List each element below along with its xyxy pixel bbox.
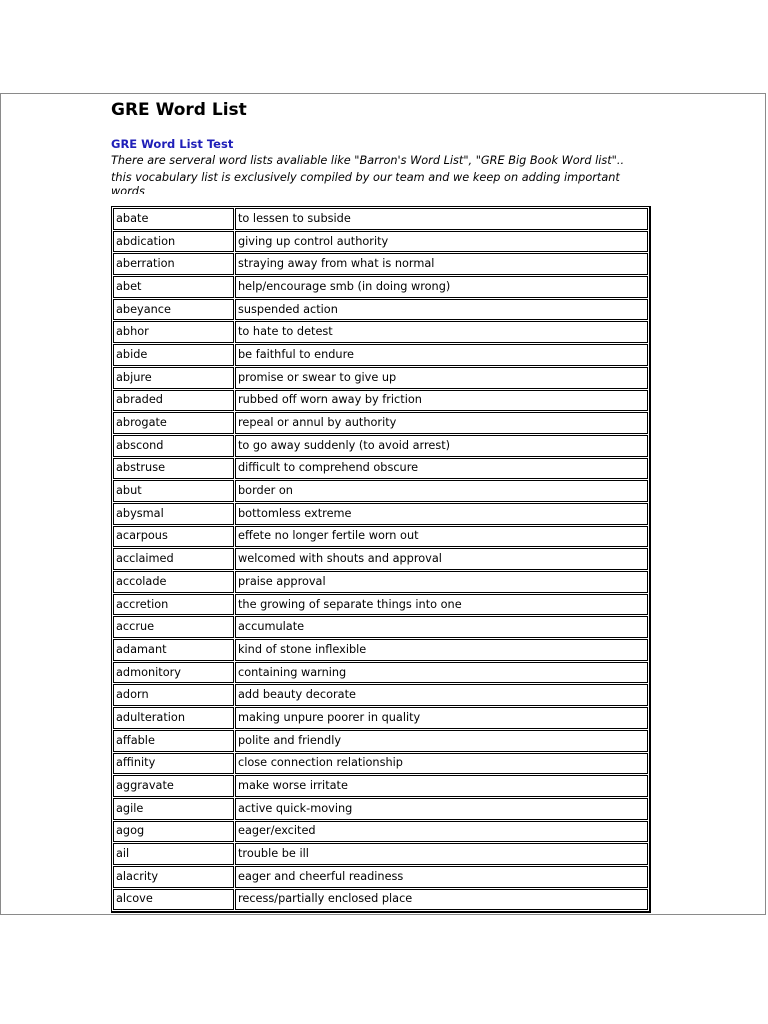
table-row	[113, 458, 648, 480]
word-cell: abstruse	[113, 458, 234, 480]
word-cell: accolade	[113, 571, 234, 593]
meaning-cell: to hate to detest	[235, 321, 648, 343]
meaning-cell: polite and friendly	[235, 730, 648, 752]
table-row	[113, 503, 648, 525]
meaning-cell: difficult to comprehend obscure	[235, 458, 648, 480]
table-row	[113, 548, 648, 570]
word-cell: adamant	[113, 639, 234, 661]
meaning-cell: containing warning	[235, 662, 648, 684]
table-row	[113, 662, 648, 684]
word-cell: adorn	[113, 684, 234, 706]
word-cell: accrue	[113, 616, 234, 638]
table-row	[113, 639, 648, 661]
meaning-cell: eager/excited	[235, 821, 648, 843]
meaning-cell: rubbed off worn away by friction	[235, 390, 648, 412]
table-row	[113, 480, 648, 502]
word-cell: aggravate	[113, 775, 234, 797]
table-row	[113, 344, 648, 366]
word-cell: abeyance	[113, 299, 234, 321]
word-cell: abjure	[113, 367, 234, 389]
word-cell: alcove	[113, 889, 234, 911]
table-row	[113, 889, 648, 911]
intro-text	[111, 152, 641, 186]
table-row	[113, 299, 648, 321]
meaning-cell: to lessen to subside	[235, 208, 648, 230]
word-cell: abraded	[113, 390, 234, 412]
word-cell: accretion	[113, 594, 234, 616]
meaning-cell: repeal or annul by authority	[235, 412, 648, 434]
word-cell: abide	[113, 344, 234, 366]
page-title: GRE Word List	[111, 100, 247, 120]
table-row	[113, 843, 648, 865]
word-cell: abate	[113, 208, 234, 230]
table-row	[113, 435, 648, 457]
table-row	[113, 390, 648, 412]
word-cell: agile	[113, 798, 234, 820]
intro-line-2: this vocabulary list is exclusively compiled by our team and we keep on adding important	[111, 171, 620, 184]
table-row	[113, 684, 648, 706]
meaning-cell: kind of stone inflexible	[235, 639, 648, 661]
table-row	[113, 412, 648, 434]
meaning-cell: straying away from what is normal	[235, 253, 648, 275]
meaning-cell: the growing of separate things into one	[235, 594, 648, 616]
meaning-cell: trouble be ill	[235, 843, 648, 865]
word-cell: agog	[113, 821, 234, 843]
meaning-cell: eager and cheerful readiness	[235, 866, 648, 888]
word-cell: abrogate	[113, 412, 234, 434]
meaning-cell: help/encourage smb (in doing wrong)	[235, 276, 648, 298]
table-row	[113, 775, 648, 797]
word-cell: ail	[113, 843, 234, 865]
table-row	[113, 367, 648, 389]
meaning-cell: suspended action	[235, 299, 648, 321]
word-cell: alacrity	[113, 866, 234, 888]
table-row	[113, 253, 648, 275]
meaning-cell: active quick-moving	[235, 798, 648, 820]
table-row	[113, 798, 648, 820]
meaning-cell: making unpure poorer in quality	[235, 707, 648, 729]
meaning-cell: accumulate	[235, 616, 648, 638]
word-cell: abet	[113, 276, 234, 298]
word-cell: abdication	[113, 231, 234, 253]
word-cell: affable	[113, 730, 234, 752]
word-cell: acarpous	[113, 526, 234, 548]
subtitle-link[interactable]: GRE Word List Test	[111, 137, 234, 151]
meaning-cell: close connection relationship	[235, 753, 648, 775]
table-row	[113, 231, 648, 253]
word-cell: affinity	[113, 753, 234, 775]
word-cell: abhor	[113, 321, 234, 343]
table-row	[113, 707, 648, 729]
table-row	[113, 276, 648, 298]
word-table	[111, 206, 651, 913]
table-row	[113, 208, 648, 230]
meaning-cell: praise approval	[235, 571, 648, 593]
word-cell: abut	[113, 480, 234, 502]
table-row	[113, 616, 648, 638]
word-table-body	[113, 208, 648, 910]
meaning-cell: add beauty decorate	[235, 684, 648, 706]
table-row	[113, 821, 648, 843]
meaning-cell: make worse irritate	[235, 775, 648, 797]
intro-line-3: words	[111, 186, 145, 194]
table-row	[113, 753, 648, 775]
meaning-cell: border on	[235, 480, 648, 502]
table-row	[113, 866, 648, 888]
meaning-cell: recess/partially enclosed place	[235, 889, 648, 911]
table-row	[113, 594, 648, 616]
word-cell: acclaimed	[113, 548, 234, 570]
table-row	[113, 321, 648, 343]
table-row	[113, 571, 648, 593]
word-cell: adulteration	[113, 707, 234, 729]
word-cell: admonitory	[113, 662, 234, 684]
word-cell: abscond	[113, 435, 234, 457]
meaning-cell: to go away suddenly (to avoid arrest)	[235, 435, 648, 457]
table-row	[113, 730, 648, 752]
meaning-cell: welcomed with shouts and approval	[235, 548, 648, 570]
word-cell: abysmal	[113, 503, 234, 525]
meaning-cell: giving up control authority	[235, 231, 648, 253]
meaning-cell: be faithful to endure	[235, 344, 648, 366]
table-row	[113, 526, 648, 548]
meaning-cell: bottomless extreme	[235, 503, 648, 525]
meaning-cell: promise or swear to give up	[235, 367, 648, 389]
meaning-cell: effete no longer fertile worn out	[235, 526, 648, 548]
word-cell: aberration	[113, 253, 234, 275]
header-section	[111, 98, 651, 194]
intro-line-1: There are serveral word lists avaliable like "Barron's Word List", "GRE Big Book Word list"..	[111, 154, 625, 167]
